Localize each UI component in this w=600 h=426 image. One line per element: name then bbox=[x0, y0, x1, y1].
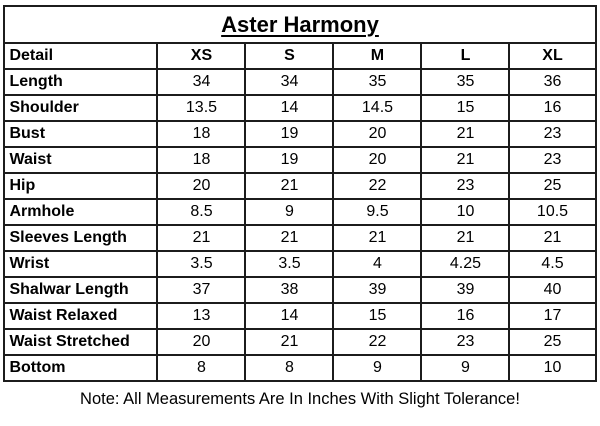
measurement-cell: 21 bbox=[421, 147, 509, 173]
row-label: Bust bbox=[4, 121, 157, 147]
measurement-cell: 25 bbox=[509, 173, 595, 199]
table-row bbox=[4, 303, 595, 329]
measurement-cell: 20 bbox=[157, 329, 245, 355]
measurement-cell: 16 bbox=[509, 95, 595, 121]
measurement-cell: 18 bbox=[157, 147, 245, 173]
measurement-cell: 21 bbox=[245, 329, 333, 355]
measurement-cell: 8 bbox=[245, 355, 333, 381]
page-title bbox=[4, 6, 595, 43]
measurement-cell: 10.5 bbox=[509, 199, 595, 225]
measurement-cell: 21 bbox=[421, 225, 509, 251]
table-row bbox=[4, 173, 595, 199]
table-row bbox=[4, 147, 595, 173]
table-row bbox=[4, 225, 595, 251]
row-label: Waist Relaxed bbox=[4, 303, 157, 329]
column-header-l: L bbox=[421, 43, 509, 69]
measurement-cell: 3.5 bbox=[245, 251, 333, 277]
row-label: Length bbox=[4, 69, 157, 95]
table-row bbox=[4, 121, 595, 147]
measurement-cell: 3.5 bbox=[157, 251, 245, 277]
row-label: Shoulder bbox=[4, 95, 157, 121]
column-header-s: S bbox=[245, 43, 333, 69]
measurement-cell: 25 bbox=[509, 329, 595, 355]
tolerance-note: Note: All Measurements Are In Inches With Slight Tolerance! bbox=[80, 390, 520, 408]
row-label: Shalwar Length bbox=[4, 277, 157, 303]
table-row bbox=[4, 199, 595, 225]
measurement-cell: 19 bbox=[245, 147, 333, 173]
measurement-cell: 34 bbox=[157, 69, 245, 95]
measurement-cell: 20 bbox=[333, 147, 421, 173]
measurement-cell: 21 bbox=[245, 225, 333, 251]
measurement-cell: 14.5 bbox=[333, 95, 421, 121]
row-label: Wrist bbox=[4, 251, 157, 277]
measurement-cell: 14 bbox=[245, 95, 333, 121]
measurement-cell: 22 bbox=[333, 329, 421, 355]
measurement-cell: 22 bbox=[333, 173, 421, 199]
table-row bbox=[4, 251, 595, 277]
row-label: Waist Stretched bbox=[4, 329, 157, 355]
column-header-row bbox=[4, 43, 595, 69]
table-row bbox=[4, 277, 595, 303]
measurement-cell: 15 bbox=[421, 95, 509, 121]
measurement-cell: 4.5 bbox=[509, 251, 595, 277]
measurement-cell: 38 bbox=[245, 277, 333, 303]
title-row bbox=[4, 6, 595, 43]
measurement-cell: 20 bbox=[333, 121, 421, 147]
measurement-cell: 10 bbox=[509, 355, 595, 381]
measurement-cell: 20 bbox=[157, 173, 245, 199]
column-header-xl: XL bbox=[509, 43, 595, 69]
measurement-cell: 23 bbox=[509, 121, 595, 147]
measurement-cell: 23 bbox=[421, 173, 509, 199]
measurement-cell: 39 bbox=[421, 277, 509, 303]
measurement-cell: 15 bbox=[333, 303, 421, 329]
measurement-cell: 23 bbox=[509, 147, 595, 173]
table-row bbox=[4, 69, 595, 95]
measurement-cell: 21 bbox=[509, 225, 595, 251]
table-row bbox=[4, 329, 595, 355]
page-title-text: Aster Harmony bbox=[221, 11, 379, 37]
measurement-cell: 10 bbox=[421, 199, 509, 225]
measurement-cell: 21 bbox=[245, 173, 333, 199]
measurement-cell: 13 bbox=[157, 303, 245, 329]
measurement-cell: 9 bbox=[421, 355, 509, 381]
size-chart-table bbox=[3, 5, 596, 382]
measurement-cell: 39 bbox=[333, 277, 421, 303]
measurement-cell: 34 bbox=[245, 69, 333, 95]
measurement-cell: 4 bbox=[333, 251, 421, 277]
measurement-cell: 9.5 bbox=[333, 199, 421, 225]
measurement-cell: 9 bbox=[245, 199, 333, 225]
table-row bbox=[4, 355, 595, 381]
measurement-cell: 18 bbox=[157, 121, 245, 147]
column-header-m: M bbox=[333, 43, 421, 69]
measurement-cell: 21 bbox=[421, 121, 509, 147]
measurement-cell: 36 bbox=[509, 69, 595, 95]
measurement-cell: 19 bbox=[245, 121, 333, 147]
measurement-cell: 23 bbox=[421, 329, 509, 355]
measurement-cell: 37 bbox=[157, 277, 245, 303]
table-body bbox=[4, 69, 595, 381]
measurement-cell: 9 bbox=[333, 355, 421, 381]
measurement-cell: 16 bbox=[421, 303, 509, 329]
table-row bbox=[4, 95, 595, 121]
measurement-cell: 13.5 bbox=[157, 95, 245, 121]
measurement-cell: 21 bbox=[157, 225, 245, 251]
measurement-cell: 17 bbox=[509, 303, 595, 329]
measurement-cell: 14 bbox=[245, 303, 333, 329]
measurement-cell: 35 bbox=[333, 69, 421, 95]
measurement-cell: 40 bbox=[509, 277, 595, 303]
row-label: Sleeves Length bbox=[4, 225, 157, 251]
row-label: Hip bbox=[4, 173, 157, 199]
column-header-detail: Detail bbox=[4, 43, 157, 69]
row-label: Armhole bbox=[4, 199, 157, 225]
measurement-cell: 8 bbox=[157, 355, 245, 381]
measurement-cell: 4.25 bbox=[421, 251, 509, 277]
measurement-cell: 35 bbox=[421, 69, 509, 95]
column-header-xs: XS bbox=[157, 43, 245, 69]
measurement-cell: 8.5 bbox=[157, 199, 245, 225]
row-label: Waist bbox=[4, 147, 157, 173]
measurement-cell: 21 bbox=[333, 225, 421, 251]
row-label: Bottom bbox=[4, 355, 157, 381]
